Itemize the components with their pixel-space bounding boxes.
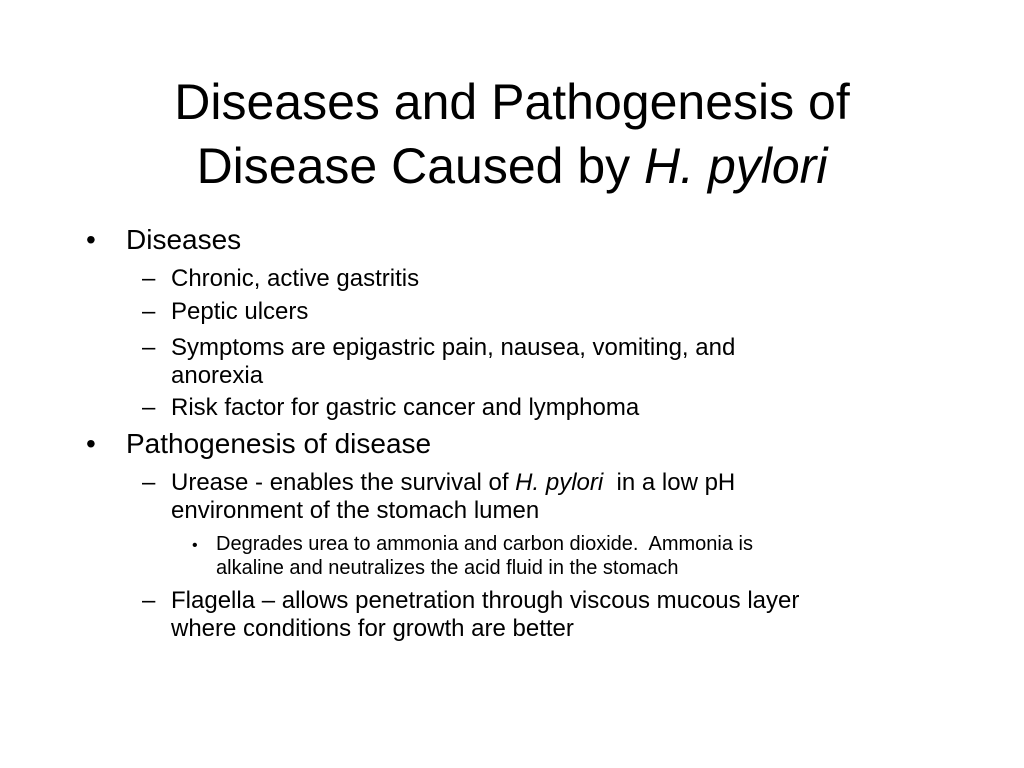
bullet-diseases-label: Diseases <box>126 224 242 255</box>
slide-title-line-2-text: Disease Caused by <box>196 138 645 194</box>
urease-organism: H. pylori <box>515 469 604 496</box>
sub-bullet-text-continued: anorexia <box>171 362 264 389</box>
sub-sub-bullet-text-continued: alkaline and neutralizes the acid fluid in the stomach <box>216 557 679 579</box>
dash-marker: – <box>142 265 156 292</box>
sub-bullet-text-continued: environment of the stomach lumen <box>171 497 540 524</box>
sub-sub-bullet-text: Degrades urea to ammonia and carbon dioxide. Ammonia is <box>216 533 753 555</box>
sub-bullet-text: Chronic, active gastritis <box>171 265 420 292</box>
dash-marker: – <box>142 334 156 361</box>
sub-bullet-text-continued: where conditions for growth are better <box>171 615 574 642</box>
dash-marker: – <box>142 394 156 421</box>
slide-title-organism: H. pylori <box>644 138 828 194</box>
bullet-marker: • <box>86 224 96 255</box>
slide-title-line-1: Diseases and Pathogenesis of <box>174 74 850 130</box>
bullet-pathogenesis-label: Pathogenesis of disease <box>126 428 432 459</box>
dash-marker: – <box>142 469 156 496</box>
bullet-marker: • <box>86 428 96 459</box>
urease-prefix: Urease - enables the survival of <box>171 469 516 496</box>
sub-bullet-text: Flagella – allows penetration through viscous mucous layer <box>171 587 800 614</box>
dash-marker: – <box>142 298 156 325</box>
sub-bullet-text: Symptoms are epigastric pain, nausea, vomiting, and <box>171 334 736 361</box>
sub-bullet-text: Risk factor for gastric cancer and lymphoma <box>171 394 640 421</box>
sub-bullet-text <box>171 468 735 497</box>
dash-marker: – <box>142 587 156 614</box>
bullet-marker: • <box>192 537 198 554</box>
sub-bullet-text: Peptic ulcers <box>171 298 309 325</box>
urease-suffix: in a low pH <box>603 469 736 496</box>
